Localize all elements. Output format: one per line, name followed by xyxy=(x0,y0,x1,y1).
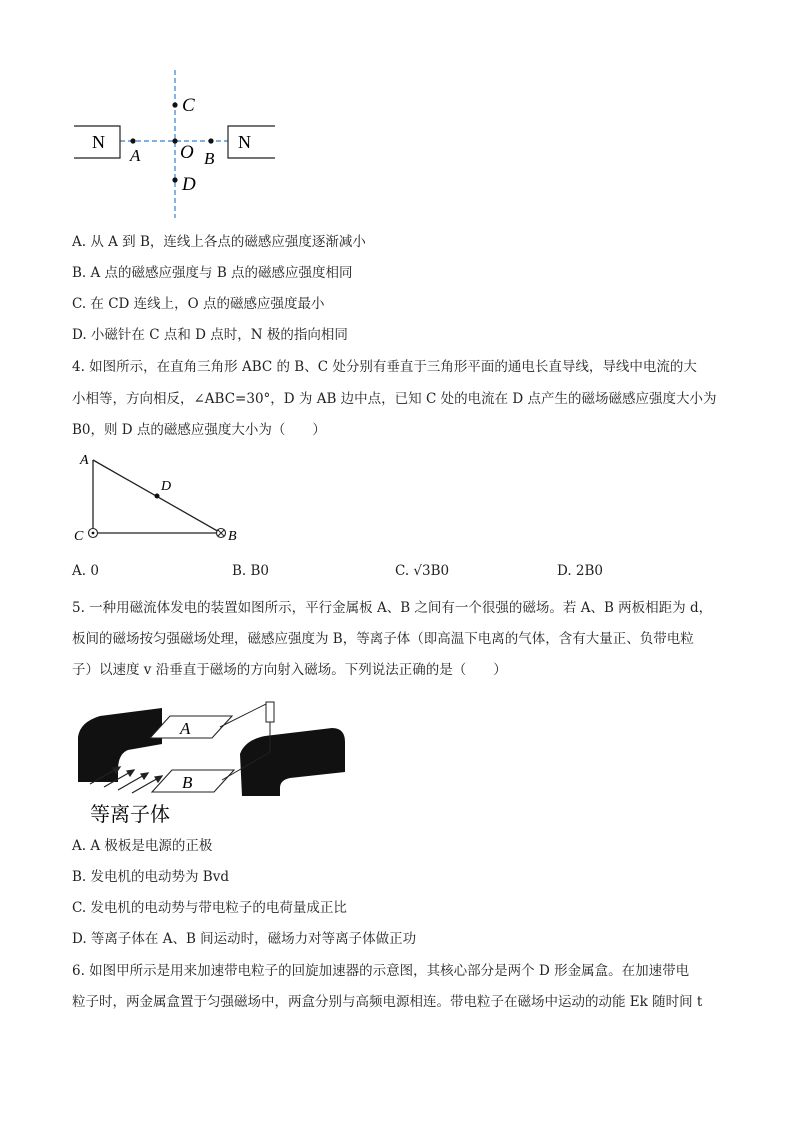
right-magnet-block xyxy=(240,728,345,796)
right-magnet-label: N xyxy=(238,132,251,152)
tri-label-d: D xyxy=(161,479,172,494)
label-a: A xyxy=(130,146,141,165)
q4-stem-line1: 4. 如图所示，在直角三角形 ABC 的 B、C 处分别有垂直于三角形平面的通电长直导线，导线中电流的大 xyxy=(72,359,697,375)
q4-option-d[interactable]: D. 2B0 xyxy=(557,563,604,579)
tri-label-b: B xyxy=(228,529,237,544)
q3-option-c[interactable]: C. 在 CD 连线上，O 点的磁感应强度最小 xyxy=(72,296,325,312)
resistor xyxy=(266,702,274,722)
tri-label-c: C xyxy=(74,529,84,544)
q5-option-c[interactable]: C. 发电机的电动势与带电粒子的电荷量成正比 xyxy=(72,900,347,916)
q4-stem-line3: B0，则 D 点的磁感应强度大小为（ ） xyxy=(72,422,326,438)
point-d-mid xyxy=(155,494,160,499)
q3-option-b[interactable]: B. A 点的磁感应强度与 B 点的磁感应强度相同 xyxy=(72,265,353,281)
q4-option-b[interactable]: B. B0 xyxy=(232,563,270,579)
q5-option-b[interactable]: B. 发电机的电动势为 Bvd xyxy=(72,869,229,885)
label-c: C xyxy=(182,95,195,116)
q3-option-d[interactable]: D. 小磁针在 C 点和 D 点时，N 极的指向相同 xyxy=(72,327,348,343)
point-o xyxy=(172,138,177,143)
q6-stem-line1: 6. 如图甲所示是用来加速带电粒子的回旋加速器的示意图，其核心部分是两个 D 形金属盒。在加速带电 xyxy=(72,963,690,979)
plate-b xyxy=(152,770,234,792)
q6-stem-line2: 粒子时，两金属盒置于匀强磁场中，两盒分别与高频电源相连。带电粒子在磁场中运动的动能 Ek 随时间 t xyxy=(72,994,703,1010)
q4-option-a[interactable]: A. 0 xyxy=(72,563,99,579)
label-b: B xyxy=(204,149,215,168)
point-d xyxy=(172,177,177,182)
label-d: D xyxy=(182,174,196,195)
plate-b-label: B xyxy=(182,773,193,792)
point-a xyxy=(130,138,135,143)
point-c xyxy=(172,102,177,107)
right-magnet xyxy=(228,126,275,158)
label-o: O xyxy=(180,142,194,163)
triangle-figure xyxy=(70,448,250,548)
magnet-figure xyxy=(70,68,290,223)
q5-stem-line3: 子）以速度 v 沿垂直于磁场的方向射入磁场。下列说法正确的是（ ） xyxy=(72,662,507,678)
mhd-generator-figure xyxy=(70,692,360,834)
tri-label-a: A xyxy=(80,453,89,468)
point-b xyxy=(208,138,213,143)
q5-stem-line2: 板间的磁场按匀强磁场处理，磁感应强度为 B，等离子体（即高温下电离的气体，含有大量正、负带电粒 xyxy=(72,631,694,647)
q5-option-d[interactable]: D. 等离子体在 A、B 间运动时，磁场力对等离子体做正功 xyxy=(72,931,417,947)
left-magnet-label: N xyxy=(92,132,105,152)
left-magnet-block xyxy=(78,708,162,782)
plate-a xyxy=(150,716,232,738)
q4-option-c[interactable]: C. √3B0 xyxy=(395,563,450,579)
plasma-caption: 等离子体 xyxy=(90,802,170,826)
q3-option-a[interactable]: A. 从 A 到 B，连线上各点的磁感应强度逐渐减小 xyxy=(72,234,366,250)
q4-stem-line2: 小相等，方向相反，∠ABC=30°，D 为 AB 边中点，已知 C 处的电流在 D 点产生的磁场磁感应强度大小为 xyxy=(72,391,717,407)
q5-option-a[interactable]: A. A 极板是电源的正极 xyxy=(72,838,213,854)
plate-a-label: A xyxy=(180,719,191,738)
q5-stem-line1: 5. 一种用磁流体发电的装置如图所示，平行金属板 A、B 之间有一个很强的磁场。若 A、B 两板相距为 d， xyxy=(72,600,713,616)
